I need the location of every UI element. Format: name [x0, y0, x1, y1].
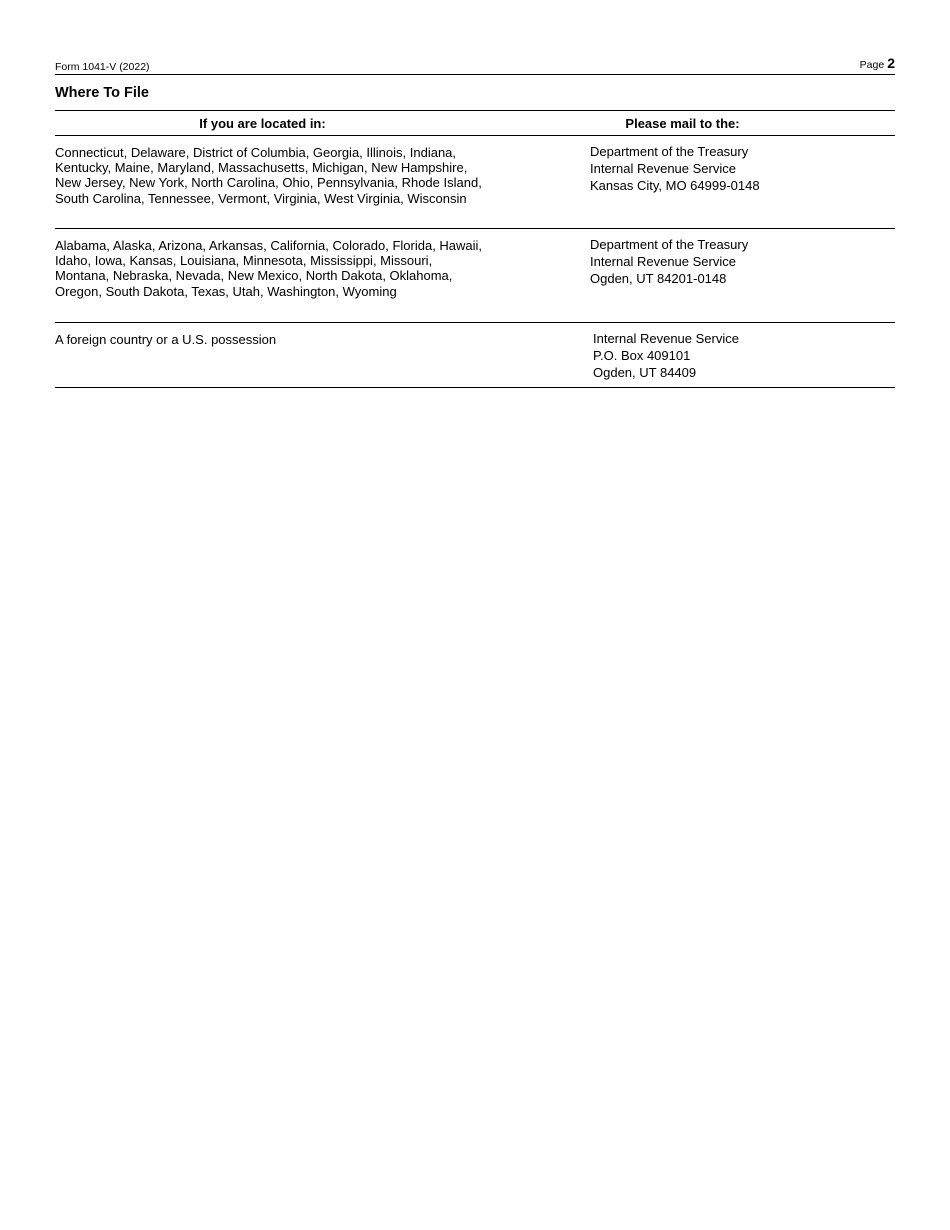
address-line: Department of the Treasury: [590, 237, 749, 252]
location-cell: Alabama, Alaska, Arizona, Arkansas, California, Colorado, Florida, Hawaii, Idaho, Iowa, Kansas, Louisiana, Minnesota, Mississippi, Missouri, Montana, Nebraska, Nevada, New Mexico, North Dakota, Oklahoma, Oregon, South Dakota, Texas, Utah, Washington, Wyoming: [55, 238, 483, 299]
mailing-address-cell: [590, 229, 748, 322]
table-row: [55, 229, 895, 323]
address-line: Ogden, UT 84409: [593, 364, 697, 380]
section-title: Where To File: [55, 85, 149, 101]
mail-column-header: Please mail to the:: [625, 115, 740, 131]
form-page: [55, 55, 895, 388]
address-line: Internal Revenue Service: [590, 160, 736, 176]
page-number: 2: [887, 55, 895, 71]
address-line: Department of the Treasury: [590, 144, 749, 159]
address-line: Internal Revenue Service: [593, 331, 739, 346]
table-row: [55, 136, 895, 229]
address-line: P.O. Box 409101: [593, 347, 691, 363]
location-cell: A foreign country or a U.S. possession: [55, 332, 277, 347]
mailing-address-cell: [593, 323, 739, 387]
address-line: Internal Revenue Service: [590, 253, 736, 269]
page-label: Page: [859, 59, 885, 71]
form-identifier: Form 1041-V (2022): [55, 61, 150, 73]
table-header-row: [55, 111, 895, 136]
location-cell: Connecticut, Delaware, District of Columbia, Georgia, Illinois, Indiana, Kentucky, Maine, Maryland, Massachusetts, Michigan, New Hampshire, New Jersey, New York, North Carolina, Ohio, Pennsylvania, Rhode Island, South Carolina, Tennessee, Vermont, Virginia, West Virginia, Wisconsin: [55, 145, 482, 206]
table-row: [55, 323, 895, 388]
address-line: Ogden, UT 84201-0148: [590, 270, 727, 286]
where-to-file-table: [55, 110, 895, 388]
location-column-header: If you are located in:: [199, 115, 326, 131]
address-line: Kansas City, MO 64999-0148: [590, 177, 760, 193]
mailing-address-cell: [590, 136, 760, 228]
page-header: [55, 55, 895, 75]
page-indicator: [860, 55, 895, 73]
